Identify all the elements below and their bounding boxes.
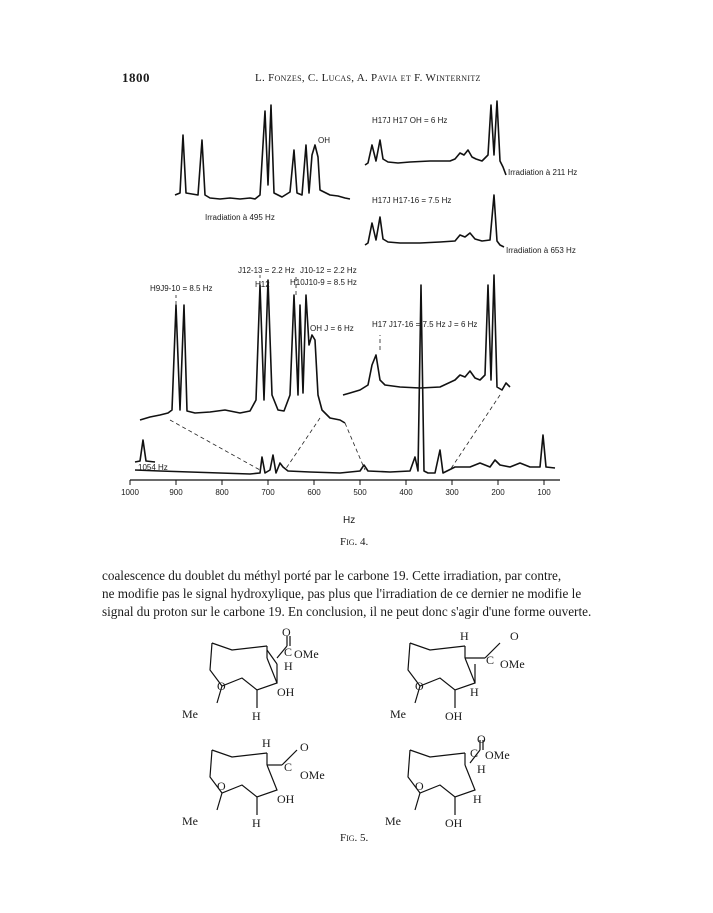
- s4-h-low: H: [473, 792, 482, 806]
- label-h17-j: H17 J17-16 = 7.5 Hz J = 6 Hz: [372, 320, 478, 329]
- tick-500: 500: [353, 488, 367, 497]
- label-j-10-9: H10J10-9 = 8.5 Hz: [290, 278, 357, 287]
- label-ref-1054: 1054 Hz: [138, 463, 168, 472]
- tick-600: 600: [307, 488, 321, 497]
- figure-4-caption: Fig. 4.: [340, 536, 369, 548]
- s4-oh: OH: [445, 816, 463, 830]
- s1-h-low: H: [252, 709, 261, 723]
- s4-o-top: O: [477, 735, 486, 746]
- label-j-9-10: H9J9-10 = 8.5 Hz: [150, 284, 213, 293]
- label-irr-495: Irradiation à 495 Hz: [205, 213, 275, 222]
- running-header-authors: L. Fonzes, C. Lucas, A. Pavia et F. Winternitz: [255, 72, 481, 84]
- s1-me: Me: [182, 707, 198, 721]
- tick-800: 800: [215, 488, 229, 497]
- body-paragraph: [102, 567, 612, 621]
- spectrum-full: [135, 285, 555, 474]
- label-coupling-h17-oh: H17J H17 OH = 6 Hz: [372, 116, 448, 125]
- s4-ome: OMe: [485, 748, 510, 762]
- label-irr-211: Irradiation à 211 Hz: [508, 168, 578, 177]
- paragraph-line-3: signal du proton sur le carbone 19. En conclusion, il ne peut donc s'agir d'une forme ouverte.: [102, 604, 592, 619]
- structure-3: [182, 735, 352, 835]
- s3-me: Me: [182, 814, 198, 828]
- s4-ring-o: O: [415, 779, 424, 793]
- s3-o-top: O: [300, 740, 309, 754]
- s3-ring-o: O: [217, 779, 226, 793]
- s1-oh: OH: [277, 685, 295, 699]
- s2-h: H: [460, 629, 469, 643]
- s3-h: H: [262, 736, 271, 750]
- label-oh-top: OH: [318, 136, 330, 145]
- nmr-spectra-figure: [110, 95, 610, 525]
- tick-1000: 1000: [121, 488, 139, 497]
- label-coupling-h17-h16: H17J H17-16 = 7.5 Hz: [372, 196, 452, 205]
- s2-ring-o: O: [415, 679, 424, 693]
- s1-ome: OMe: [294, 647, 319, 661]
- page-number: 1800: [122, 70, 150, 85]
- label-oh-j: OH J = 6 Hz: [310, 324, 354, 333]
- s2-o-top: O: [510, 629, 519, 643]
- s1-c: C: [284, 645, 293, 659]
- label-j-12-13: J12-13 = 2.2 Hz: [238, 266, 295, 275]
- s4-me: Me: [385, 814, 401, 828]
- paragraph-line-1: coalescence du doublet du méthyl porté par le carbone 19. Cette irradiation, par contre,: [102, 568, 562, 583]
- s2-ome: OMe: [500, 657, 525, 671]
- s2-oh: OH: [445, 709, 463, 723]
- reference-peak: [135, 440, 155, 462]
- s3-oh: OH: [277, 792, 295, 806]
- s4-h: H: [477, 762, 486, 776]
- s2-h-low: H: [470, 685, 479, 699]
- tick-400: 400: [399, 488, 413, 497]
- spectrum-expanded: [140, 280, 345, 423]
- s2-me: Me: [390, 707, 406, 721]
- axis-unit: Hz: [343, 515, 356, 526]
- s4-c: C: [470, 746, 479, 760]
- spectrum-expanded-right: [343, 275, 510, 395]
- s3-c: C: [284, 760, 293, 774]
- label-j-10-12: J10-12 = 2.2 Hz: [300, 266, 357, 275]
- s1-h: H: [284, 659, 293, 673]
- figure-5-caption: Fig. 5.: [340, 832, 369, 844]
- s2-c: C: [486, 653, 495, 667]
- tick-200: 200: [491, 488, 505, 497]
- tick-700: 700: [261, 488, 275, 497]
- structure-1: [182, 628, 352, 728]
- label-h12: H12: [255, 280, 270, 289]
- s1-o-top: O: [282, 628, 291, 639]
- spectrum-irradiation-211: [365, 101, 506, 175]
- structure-4: [385, 735, 555, 835]
- tick-100: 100: [537, 488, 551, 497]
- s3-h-low: H: [252, 816, 261, 830]
- structure-2: [390, 628, 560, 728]
- s1-ring-o: O: [217, 679, 226, 693]
- spectrum-irradiation-495: [175, 105, 350, 199]
- paragraph-line-2: ne modifie pas le signal hydroxylique, pas plus que l'irradiation de ce dernier ne modifie le: [102, 586, 582, 601]
- label-irr-653: Irradiation à 653 Hz: [506, 246, 576, 255]
- tick-300: 300: [445, 488, 459, 497]
- tick-900: 900: [169, 488, 183, 497]
- s3-ome: OMe: [300, 768, 325, 782]
